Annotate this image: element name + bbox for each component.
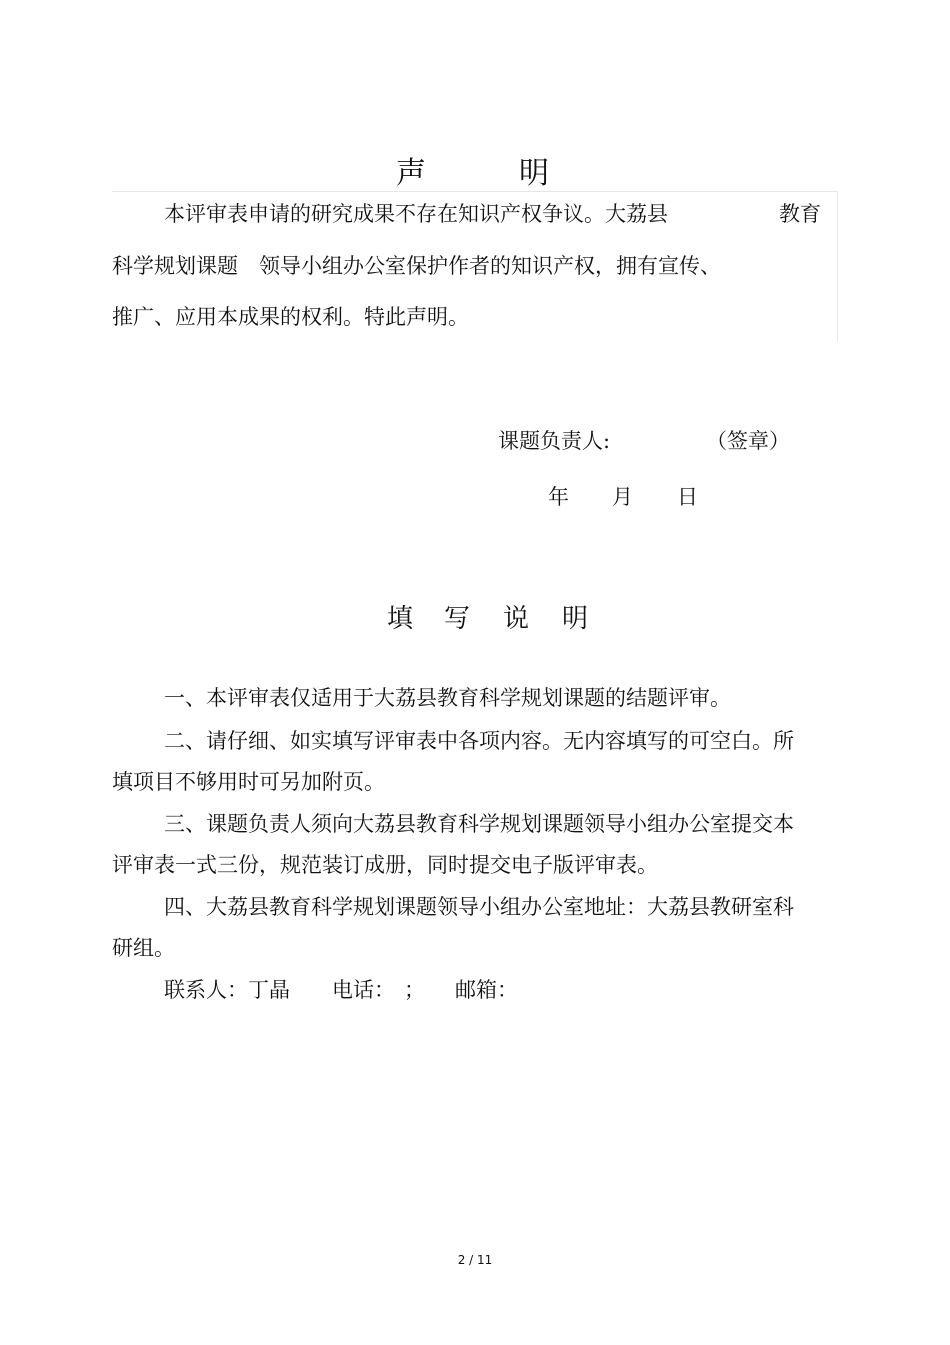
instructions-title-char-1: 填 — [387, 604, 414, 634]
declaration-box-right-border — [837, 191, 838, 341]
contact-email: 邮箱： — [455, 978, 518, 1002]
date-year: 年 — [548, 485, 569, 509]
declaration-line-2: 科学规划课题 领导小组办公室保护作者的知识产权，拥有宣传、 — [112, 254, 721, 278]
instruction-item-3-line-2: 评审表一式三份，规范装订成册，同时提交电子版评审表。 — [112, 853, 658, 877]
date-day: 日 — [677, 485, 698, 509]
instructions-title-char-3: 说 — [503, 604, 530, 634]
declaration-box-top-border — [112, 191, 838, 192]
instruction-item-4-line-2: 研组。 — [112, 936, 175, 960]
instruction-item-2-line-1: 二、请仔细、如实填写评审表中各项内容。无内容填写的可空白。所 — [164, 729, 794, 753]
declaration-line-1b: 教育 — [779, 202, 821, 226]
signature-label: 课题负责人: — [498, 429, 611, 453]
date-month: 月 — [612, 485, 633, 509]
contact-separator: ； — [404, 978, 425, 1002]
instructions-title-char-4: 明 — [562, 604, 589, 634]
instructions-title-char-2: 写 — [444, 604, 471, 634]
instructions-title — [0, 598, 950, 634]
instruction-item-1: 一、本评审表仅适用于大荔县教育科学规划课题的结题评审。 — [164, 686, 731, 710]
declaration-title-char-2: 明 — [519, 156, 549, 191]
instruction-item-2-line-2: 填项目不够用时可另加附页。 — [112, 770, 385, 794]
instruction-item-4-line-1: 四、大荔县教育科学规划课题领导小组办公室地址：大荔县教研室科 — [164, 895, 794, 919]
declaration-title-char-1: 声 — [396, 156, 426, 191]
signature-seal: （签章） — [706, 429, 790, 453]
contact-person: 联系人：丁晶 — [164, 978, 290, 1002]
declaration-line-3: 推广、应用本成果的权利。特此声明。 — [112, 305, 469, 329]
contact-phone: 电话： — [332, 978, 395, 1002]
page-number: 2 / 11 — [457, 1253, 493, 1267]
declaration-line-1a: 本评审表申请的研究成果不存在知识产权争议。大荔县 — [164, 202, 668, 226]
declaration-title — [0, 148, 950, 191]
instruction-item-3-line-1: 三、课题负责人须向大荔县教育科学规划课题领导小组办公室提交本 — [164, 812, 794, 836]
